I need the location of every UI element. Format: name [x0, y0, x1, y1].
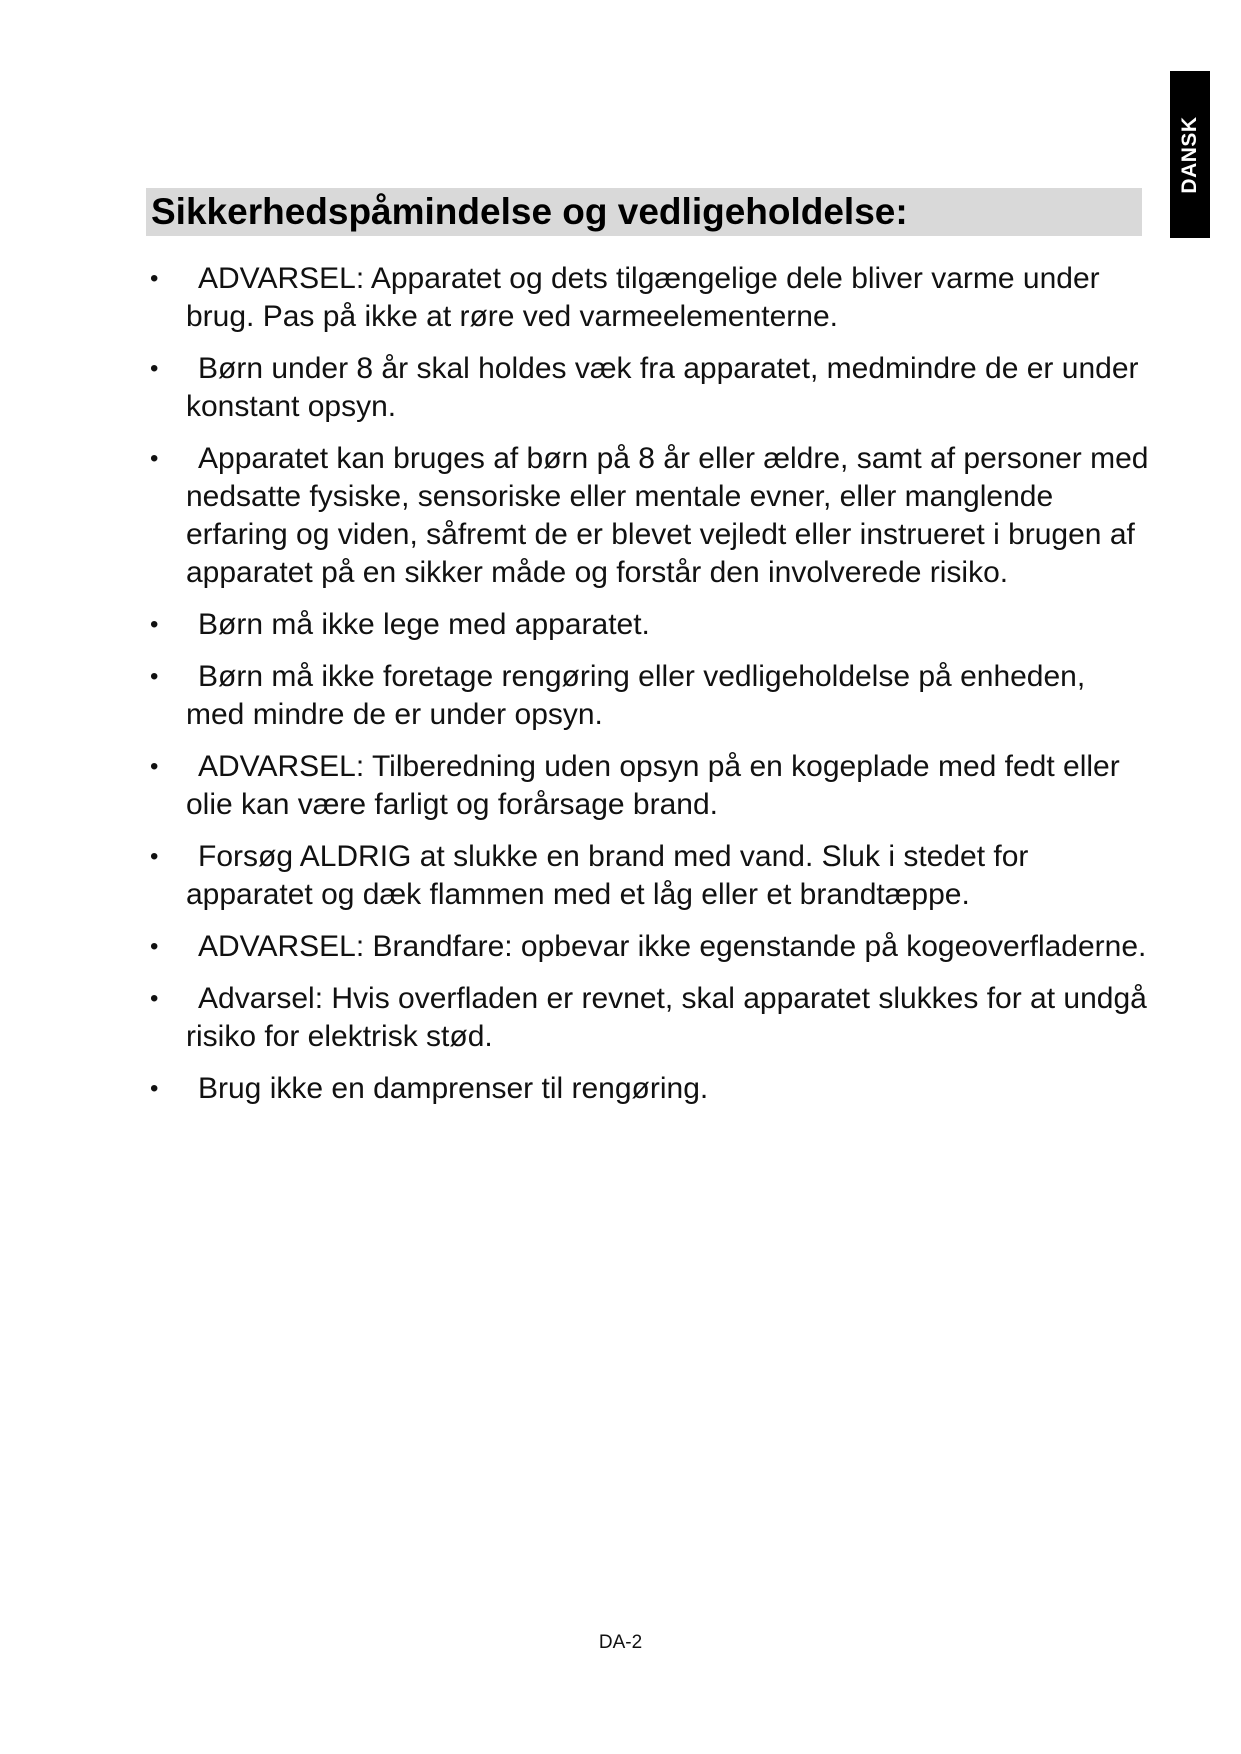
list-item-text: Børn under 8 år skal holdes væk fra apparatet, medmindre de er under konstant opsyn. [186, 352, 1139, 423]
list-item-text: Børn må ikke lege med apparatet. [198, 608, 650, 641]
list-item [150, 260, 1150, 336]
bullet-icon: • [150, 611, 159, 638]
list-item-text: ADVARSEL: Tilberedning uden opsyn på en kogeplade med fedt eller olie kan være farligt og forårsage brand. [186, 750, 1120, 821]
list-item [150, 350, 1150, 426]
list-item-text: ADVARSEL: Apparatet og dets tilgængelige dele bliver varme under brug. Pas på ikke at røre ved varmeelementerne. [186, 262, 1100, 333]
bullet-icon: • [150, 843, 159, 870]
list-item [150, 1070, 1150, 1108]
list-item [150, 980, 1150, 1056]
language-tab-label: DANSK [1178, 115, 1201, 194]
bullet-icon: • [150, 985, 159, 1012]
list-item [150, 658, 1150, 734]
language-tab [1170, 71, 1210, 238]
list-item-text: Børn må ikke foretage rengøring eller vedligeholdelse på enheden, med mindre de er under opsyn. [186, 660, 1086, 731]
bullet-icon: • [150, 1075, 159, 1102]
safety-bullet-list [150, 260, 1150, 1122]
list-item [150, 748, 1150, 824]
list-item [150, 440, 1150, 592]
list-item-text: ADVARSEL: Brandfare: opbevar ikke egenstande på kogeoverfladerne. [198, 930, 1147, 963]
list-item-text: Advarsel: Hvis overfladen er revnet, skal apparatet slukkes for at undgå risiko for elektrisk stød. [186, 982, 1147, 1053]
section-heading: Sikkerhedspåmindelse og vedligeholdelse: [151, 191, 908, 232]
bullet-icon: • [150, 355, 159, 382]
bullet-icon: • [150, 663, 159, 690]
list-item [150, 838, 1150, 914]
list-item [150, 928, 1150, 966]
bullet-icon: • [150, 933, 159, 960]
section-heading-bar [146, 188, 1142, 236]
bullet-icon: • [150, 753, 159, 780]
page-number: DA-2 [598, 1632, 643, 1653]
list-item-text: Apparatet kan bruges af børn på 8 år eller ældre, samt af personer med nedsatte fysiske, sensoriske eller mentale evner, eller manglende erfaring og viden, såfremt de er blevet vejledt eller instrueret i brugen af apparatet på en sikker måde og forstår den involverede risiko. [186, 442, 1149, 589]
list-item-text: Forsøg ALDRIG at slukke en brand med vand. Sluk i stedet for apparatet og dæk flammen med et låg eller et brandtæppe. [186, 840, 1029, 911]
list-item [150, 606, 1150, 644]
bullet-icon: • [150, 445, 159, 472]
bullet-icon: • [150, 265, 159, 292]
list-item-text: Brug ikke en damprenser til rengøring. [198, 1072, 709, 1105]
